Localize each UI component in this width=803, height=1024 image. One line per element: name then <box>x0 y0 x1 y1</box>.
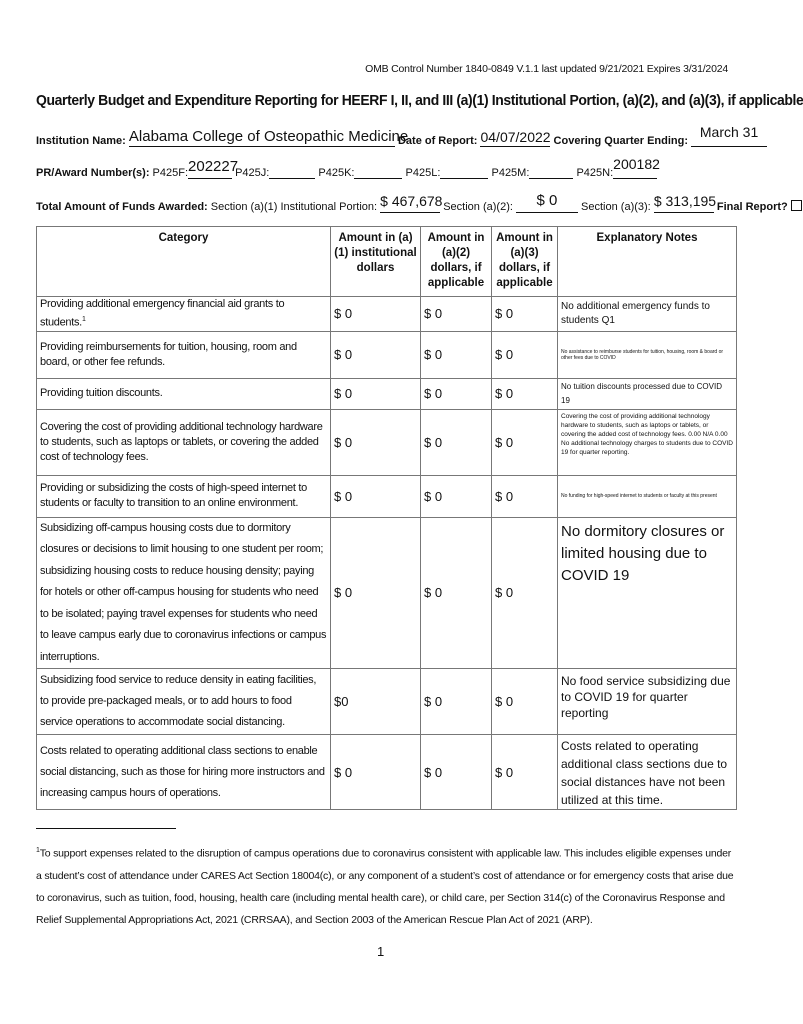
award-label: PR/Award Number(s): <box>36 167 150 179</box>
row-category: Covering the cost of providing additional technology hardware to students, such as laptops or tablets, or covering the added cost of technology fees. <box>37 409 331 475</box>
row-category: Subsidizing food service to reduce density in eating facilities, to provide pre-packaged meals, or to add hours to food service operations to accommodate social distancing. <box>37 669 331 735</box>
row-a2-amount[interactable]: $ 0 <box>421 735 492 810</box>
p425n-value: 200182 <box>613 156 660 172</box>
row-a1-amount[interactable]: $0 <box>331 669 421 735</box>
p425n-label: P425N: <box>576 167 614 179</box>
row-a2-amount[interactable]: $ 0 <box>421 409 492 475</box>
row-a3-amount[interactable]: $ 0 <box>492 297 558 332</box>
p425k-label: P425K: <box>318 167 355 179</box>
date-value: 04/07/2022 <box>480 129 551 145</box>
table-row <box>37 669 737 735</box>
row-note[interactable]: No additional emergency funds to students Q1 <box>558 297 737 332</box>
p425m-label: P425M: <box>491 167 530 179</box>
p425l-label: P425L: <box>405 167 441 179</box>
row-note[interactable]: No tuition discounts processed due to COVID 19 <box>558 378 737 409</box>
a2-label: Section (a)(2): <box>443 201 513 213</box>
a3-field[interactable] <box>653 193 717 213</box>
final-report-label: Final Report? <box>716 201 788 213</box>
row-a2-amount[interactable]: $ 0 <box>421 297 492 332</box>
p425n-field[interactable] <box>613 156 660 179</box>
total-line <box>36 192 788 213</box>
page-number: 1 <box>377 944 385 959</box>
award-line <box>36 156 736 179</box>
row-note[interactable]: No assistance to reimburse students for tuition, housing, room & board or other fees due to COVID <box>558 331 737 378</box>
row-category: Providing reimbursements for tuition, housing, room and board, or other fee refunds. <box>37 331 331 378</box>
quarter-label: Covering Quarter Ending: <box>553 135 689 147</box>
table-row <box>37 409 737 475</box>
header-a1: Amount in (a)(1) institutional dollars <box>331 227 421 297</box>
p425f-label: P425F: <box>152 167 189 179</box>
row-category: Providing tuition discounts. <box>37 378 331 409</box>
row-a3-amount[interactable]: $ 0 <box>492 475 558 517</box>
row-note[interactable]: Costs related to operating additional class sections due to social distances have not been utilized at this time. <box>558 735 737 810</box>
row-a3-amount[interactable]: $ 0 <box>492 409 558 475</box>
institution-field[interactable] <box>128 128 409 147</box>
p425j-field[interactable] <box>269 166 315 179</box>
row-note[interactable]: No food service subsidizing due to COVID 19 for quarter reporting <box>558 669 737 735</box>
p425f-field[interactable] <box>188 158 239 179</box>
row-a1-amount[interactable]: $ 0 <box>331 475 421 517</box>
row-note[interactable]: No dormitory closures or limited housing due to COVID 19 <box>558 517 737 669</box>
header-a3: Amount in (a)(3) dollars, if applicable <box>492 227 558 297</box>
footnote <box>36 840 736 931</box>
final-report-checkbox[interactable] <box>791 200 802 211</box>
a1-field[interactable] <box>380 193 443 213</box>
row-category: Subsidizing off-campus housing costs due to dormitory closures or decisions to limit housing to one student per room; subsidizing housing costs to reduce housing density; paying for hotels or other off-campus housing for students who need to be isolated; paying travel expenses for students who need to leave campus early due to coronavirus infections or campus interruptions. <box>37 517 331 669</box>
p425j-label: P425J: <box>235 167 270 179</box>
row-a1-amount[interactable]: $ 0 <box>331 331 421 378</box>
p425k-field[interactable] <box>354 166 402 179</box>
institution-label: Institution Name: <box>36 135 126 147</box>
p425f-value: 202227 <box>188 158 239 175</box>
table-row <box>37 475 737 517</box>
a1-label: Section (a)(1) Institutional Portion: <box>210 201 378 213</box>
a1-value: $ 467,678 <box>380 193 443 209</box>
table-row <box>37 331 737 378</box>
row-a3-amount[interactable]: $ 0 <box>492 735 558 810</box>
total-label: Total Amount of Funds Awarded: <box>36 201 208 213</box>
quarter-value: March 31 <box>699 124 759 140</box>
row-a3-amount[interactable]: $ 0 <box>492 331 558 378</box>
quarter-field[interactable] <box>691 124 767 147</box>
a2-field[interactable] <box>516 192 578 213</box>
table-row <box>37 297 737 332</box>
date-label: Date of Report: <box>397 135 478 147</box>
table-row <box>37 378 737 409</box>
a3-value: $ 313,195 <box>653 193 717 209</box>
form-title: Quarterly Budget and Expenditure Reporting for HEERF I, II, and III (a)(1) Institutional Portion, (a)(2), and (a)(3), if applicable <box>36 92 803 109</box>
row-a1-amount[interactable]: $ 0 <box>331 297 421 332</box>
table-row <box>37 735 737 810</box>
row-note[interactable]: No funding for high-speed internet to students or faculty at this present <box>558 475 737 517</box>
row-category: Costs related to operating additional class sections to enable social distancing, such as those for hiring more instructors and increasing campus hours of operations. <box>37 735 331 810</box>
row-a3-amount[interactable]: $ 0 <box>492 378 558 409</box>
row-a1-amount[interactable]: $ 0 <box>331 517 421 669</box>
footnote-number: 1 <box>36 847 40 854</box>
table-row <box>37 517 737 669</box>
row-category: Providing or subsidizing the costs of high-speed internet to students or faculty to transition to an online environment. <box>37 475 331 517</box>
row-a1-amount[interactable]: $ 0 <box>331 409 421 475</box>
expenditure-table <box>36 226 737 810</box>
header-category: Category <box>37 227 331 297</box>
header-a2: Amount in (a)(2) dollars, if applicable <box>421 227 492 297</box>
footnote-divider <box>36 828 176 829</box>
omb-control-number: OMB Control Number 1840-0849 V.1.1 last updated 9/21/2021 Expires 3/31/2024 <box>365 63 728 75</box>
date-field[interactable] <box>480 129 551 147</box>
row-a3-amount[interactable]: $ 0 <box>492 517 558 669</box>
row-a2-amount[interactable]: $ 0 <box>421 331 492 378</box>
row-a1-amount[interactable]: $ 0 <box>331 735 421 810</box>
row-a2-amount[interactable]: $ 0 <box>421 475 492 517</box>
table-header-row <box>37 227 737 297</box>
row-note[interactable]: Covering the cost of providing additional technology hardware to students, such as laptops or tablets, or covering the added cost of technology fees. 0.00 N/A 0.00 No additional technology charges to students due to COVID 19 for quarter reporting. <box>558 409 737 475</box>
row-a2-amount[interactable]: $ 0 <box>421 517 492 669</box>
institution-line <box>36 124 759 147</box>
row-a1-amount[interactable]: $ 0 <box>331 378 421 409</box>
a2-value: $ 0 <box>536 192 558 209</box>
institution-value: Alabama College of Osteopathic Medicine <box>128 128 409 145</box>
a3-label: Section (a)(3): <box>581 201 651 213</box>
row-category: Providing additional emergency financial aid grants to students.$^1$ <box>37 297 331 332</box>
row-a3-amount[interactable]: $ 0 <box>492 669 558 735</box>
row-a2-amount[interactable]: $ 0 <box>421 378 492 409</box>
footnote-text: To support expenses related to the disruption of campus operations due to coronavirus consistent with applicable law. This includes eligible expenses under a student’s cost of attendance under CARES Act Section 18004(c), or any component of a student’s cost of attendance or for emergency costs that arise due to coronavirus, such as tuition, food, housing, health care (including mental health care), or child care, per Section 314(c) of the Coronavirus Response and Relief Supplemental Appropriations Act, 2021 (CRRSAA), and Section 2003 of the American Rescue Plan Act of 2021 (ARP). <box>36 847 734 926</box>
p425m-field[interactable] <box>529 166 573 179</box>
row-a2-amount[interactable]: $ 0 <box>421 669 492 735</box>
p425l-field[interactable] <box>440 166 488 179</box>
header-notes: Explanatory Notes <box>558 227 737 297</box>
